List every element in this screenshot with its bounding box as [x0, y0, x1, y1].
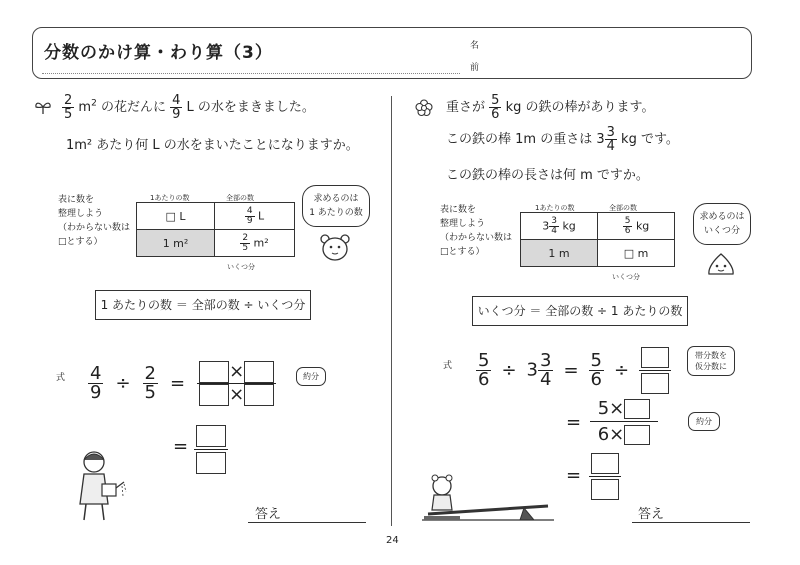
text: 表に数を — [58, 195, 95, 205]
text: 求めるのは — [313, 194, 359, 204]
bear-face-icon — [318, 232, 352, 262]
answer-box[interactable] — [196, 452, 226, 474]
answer-frac-with-boxes — [197, 361, 276, 406]
step-num: 5 — [597, 398, 610, 419]
unit: kg — [635, 219, 650, 232]
times-sign: × — [609, 424, 625, 445]
answer-box[interactable] — [624, 399, 650, 419]
text: 表に数を — [440, 205, 477, 215]
frac-num: 3 — [551, 215, 557, 226]
frac-den: 6 — [590, 369, 602, 390]
text: 重さが — [446, 100, 486, 115]
left-cell-r1c2 — [215, 203, 295, 230]
page-number: 24 — [386, 535, 399, 546]
text: kg です。 — [621, 132, 679, 147]
answer-box[interactable] — [199, 384, 229, 406]
left-answer-line[interactable] — [248, 522, 366, 523]
frac-num: 5 — [624, 215, 631, 226]
title-underline — [42, 73, 460, 74]
name-label-2: 前 — [470, 63, 480, 73]
right-hint-convert — [687, 346, 735, 376]
left-question-line-2: 1m² あたり何 L の水をまいたことになりますか。 — [66, 138, 359, 153]
frac-num: 2 — [64, 93, 73, 108]
right-answer-line[interactable] — [632, 522, 750, 523]
right-step-frac — [590, 398, 658, 445]
equals-sign: = — [170, 373, 186, 394]
text: （わからない数は — [440, 233, 513, 243]
right-question-line-1 — [446, 94, 654, 121]
left-formula-box: 1 あたりの数 ＝ 全部の数 ÷ いくつ分 — [95, 290, 311, 320]
right-cell-r1c1 — [521, 213, 598, 240]
mixed-whole: 3 — [542, 219, 550, 232]
rice-ball-face-icon — [706, 252, 736, 278]
right-col-header-1: 1あたりの数 — [535, 204, 575, 212]
frac-num: 5 — [478, 350, 490, 371]
girl-watering-illustration — [66, 448, 128, 524]
left-speech-bubble — [302, 185, 370, 227]
sprout-icon — [34, 99, 52, 115]
answer-box[interactable] — [591, 479, 619, 500]
equals-sign: = — [563, 360, 579, 381]
right-cell-r2c1: 1 m — [521, 240, 598, 267]
right-result-frac — [589, 453, 621, 500]
frac-bar — [639, 370, 671, 371]
text: の花だんに — [100, 100, 166, 115]
right-equation — [476, 347, 671, 394]
answer-box[interactable] — [591, 453, 619, 474]
frac-num: 3 — [540, 350, 552, 371]
text: □とする） — [58, 237, 103, 247]
frac-den: 4 — [551, 225, 557, 236]
frac-den: 9 — [246, 215, 253, 226]
right-equals-2: = — [566, 412, 582, 433]
mixed-whole: 3 — [526, 359, 538, 381]
left-col-header-2: 全部の数 — [226, 194, 254, 202]
box-frac — [639, 347, 671, 394]
right-formula-box: いくつ分 ＝ 全部の数 ÷ 1 あたりの数 — [472, 296, 688, 326]
text: 整理しよう — [440, 219, 486, 229]
text: 整理しよう — [58, 209, 104, 219]
unit: kg — [562, 219, 576, 232]
divide-sign: ÷ — [501, 360, 517, 381]
frac-num: 5 — [590, 350, 602, 371]
flower-icon — [415, 99, 433, 117]
text: この鉄の棒 1m の重さは — [446, 132, 593, 147]
frac-bar — [589, 476, 621, 477]
text: L の水をまきました。 — [186, 100, 315, 115]
left-shiki-label: 式 — [56, 373, 66, 383]
unit: L — [258, 209, 265, 222]
right-hint-reduce: 約分 — [688, 412, 720, 431]
right-equals-3: = — [566, 465, 582, 486]
frac-den: 4 — [540, 369, 552, 390]
right-question-line-2 — [446, 126, 679, 153]
left-question-line-1 — [62, 94, 315, 121]
text: 求めるのは — [699, 212, 745, 222]
left-equation — [88, 361, 276, 406]
right-shiki-label: 式 — [443, 361, 453, 371]
left-cell-r2c1: 1 m² — [137, 230, 215, 257]
answer-box[interactable] — [244, 361, 274, 383]
frac-den: 6 — [491, 107, 500, 122]
frac-den: 6 — [478, 369, 490, 390]
name-label-1: 名 — [470, 41, 480, 51]
right-answer-label: 答え — [638, 507, 665, 522]
frac-num: 5 — [491, 93, 500, 108]
right-speech-bubble — [693, 203, 751, 245]
frac-den: 5 — [64, 107, 73, 122]
right-data-table — [520, 212, 675, 267]
frac-den: 5 — [242, 242, 249, 253]
left-data-table — [136, 202, 295, 257]
divide-sign: ÷ — [115, 373, 131, 394]
answer-box[interactable] — [624, 425, 650, 445]
times-sign: × — [229, 361, 245, 382]
text: 仮分数に — [695, 362, 727, 371]
frac-num: 3 — [606, 125, 615, 140]
left-result-frac — [194, 425, 228, 474]
frac-num: 4 — [246, 205, 253, 216]
mixed-whole: 3 — [596, 132, 605, 147]
left-cell-r2c2 — [215, 230, 295, 257]
left-answer-label: 答え — [255, 507, 282, 522]
left-hint-reduce: 約分 — [296, 367, 326, 386]
text: いくつ分 — [703, 226, 740, 236]
right-cell-r1c2 — [598, 213, 675, 240]
column-divider — [391, 96, 392, 526]
frac-den: 9 — [172, 107, 181, 122]
frac-den: 4 — [606, 139, 615, 154]
answer-box[interactable] — [641, 373, 669, 394]
text: □とする） — [440, 247, 485, 257]
answer-box[interactable] — [199, 361, 229, 383]
right-organize-note — [440, 203, 512, 259]
step-den: 6 — [597, 424, 610, 445]
divide-sign: ÷ — [614, 360, 630, 381]
text: （わからない数は — [58, 223, 131, 233]
answer-box[interactable] — [244, 384, 274, 406]
left-equals-2: = — [173, 436, 189, 457]
frac-num: 2 — [242, 232, 249, 243]
answer-box[interactable] — [641, 347, 669, 368]
times-sign: × — [229, 384, 245, 405]
right-table-note: いくつ分 — [612, 273, 640, 281]
right-question-line-3: この鉄の棒の長さは何 m ですか。 — [446, 168, 649, 183]
text: kg の鉄の棒があります。 — [505, 100, 655, 115]
right-cell-r2c2: □ m — [598, 240, 675, 267]
frac-den: 6 — [624, 225, 631, 236]
left-col-header-1: 1あたりの数 — [150, 194, 190, 202]
page-title: 分数のかけ算・わり算（3） — [44, 43, 273, 63]
frac-num: 2 — [144, 363, 156, 384]
frac-num: 4 — [172, 93, 181, 108]
frac-den: 5 — [144, 382, 156, 403]
unit: m² — [253, 236, 269, 249]
bear-lifting-bar-illustration — [420, 472, 556, 524]
answer-box[interactable] — [196, 425, 226, 447]
left-cell-r1c1: □ L — [137, 203, 215, 230]
unit: m — [78, 100, 92, 115]
unit-sup: 2 — [91, 98, 97, 109]
text: 帯分数を — [695, 351, 727, 360]
left-organize-note — [58, 193, 130, 249]
frac-num: 4 — [90, 363, 102, 384]
frac-den: 9 — [90, 382, 102, 403]
text: 1 あたりの数 — [309, 208, 363, 218]
times-sign: × — [609, 398, 625, 419]
right-col-header-2: 全部の数 — [609, 204, 637, 212]
left-table-note: いくつ分 — [227, 263, 255, 271]
frac-bar — [590, 421, 658, 422]
frac-bar — [194, 449, 228, 450]
